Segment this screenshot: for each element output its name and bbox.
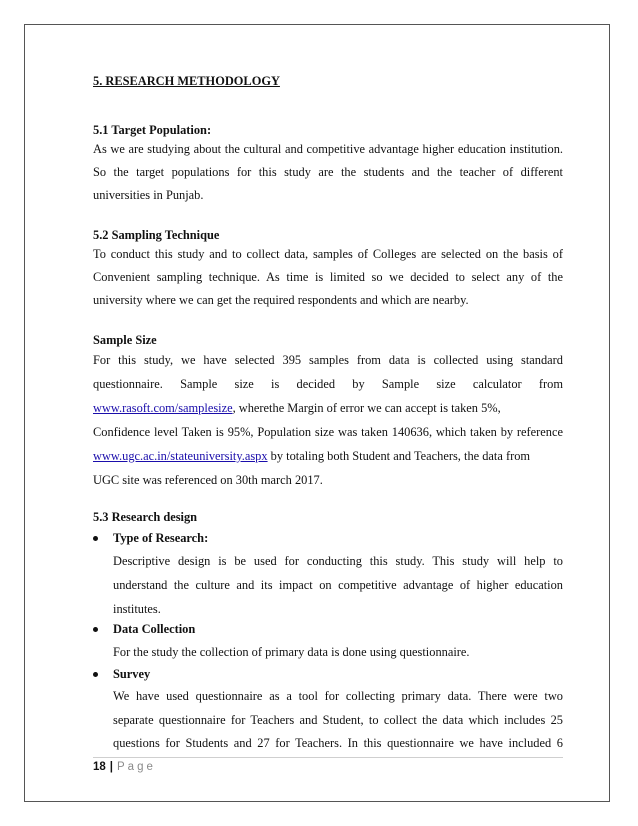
bullet-icon [93,627,98,632]
paragraph-line: For the study the collection of primary data is done using questionnaire. [113,645,470,659]
rasoft-link[interactable]: www.rasoft.com/samplesize [93,401,233,415]
list-item [93,527,563,551]
paragraph-line: Descriptive design is be used for conducting this study. This study will help to [113,554,563,568]
line-text: by totaling both Student and Teachers, the data from [267,449,531,463]
page-number: 18 [93,761,106,773]
footer-separator: | [109,761,114,773]
list-item-title: Data Collection [113,622,196,636]
line-text: , wherethe Margin of error we can accept is taken 5%, [232,401,501,415]
paragraph-line: understand the culture and its impact on competitive advantage of higher education [113,578,563,592]
paragraph-line [93,445,563,469]
paragraph-line: separate questionnaire for Teachers and Student, to collect the data which includes 25 [113,713,563,727]
paragraph-line: Convenient sampling technique. As time is limited so we decided to select any of the [93,270,563,284]
page-footer [93,761,156,773]
heading-target-population: 5.1 Target Population: [93,123,212,137]
paragraph-line: questions for Students and 27 for Teachers. In this questionnaire we have included 6 [113,736,563,750]
bullet-icon [93,672,98,677]
paragraph-line: university where we can get the required respondents and which are nearby. [93,293,469,307]
list-item-title: Survey [113,667,151,681]
list-item [93,618,563,642]
heading-sampling-technique: 5.2 Sampling Technique [93,228,220,242]
paragraph-line: UGC site was referenced on 30th march 2017. [93,473,323,487]
paragraph-line [93,397,563,421]
paragraph-line: To conduct this study and to collect data, samples of Colleges are selected on the basis of [93,247,563,261]
paragraph-line: We have used questionnaire as a tool for collecting primary data. There were two [113,689,563,703]
section-title: 5. RESEARCH METHODOLOGY [93,74,280,88]
paragraph-line: For this study, we have selected 395 samples from data is collected using standard [93,353,563,367]
paragraph-line: As we are studying about the cultural and competitive advantage higher education institution. [93,142,563,156]
heading-sample-size: Sample Size [93,333,157,347]
heading-research-design: 5.3 Research design [93,510,198,524]
paragraph-line: institutes. [113,602,161,616]
paragraph-line: questionnaire. Sample size is decided by Sample size calculator from [93,377,563,391]
list-item [93,663,563,687]
page-label: Page [117,761,156,773]
ugc-link[interactable]: www.ugc.ac.in/stateuniversity.aspx [93,449,268,463]
paragraph-line: Confidence level Taken is 95%, Population size was taken 140636, which taken by reference [93,425,563,439]
paragraph-line: So the target populations for this study are the students and the teacher of different [93,165,563,179]
paragraph-line: universities in Punjab. [93,188,204,202]
footer-divider [93,757,563,758]
bullet-icon [93,536,98,541]
list-item-title: Type of Research: [113,531,209,545]
